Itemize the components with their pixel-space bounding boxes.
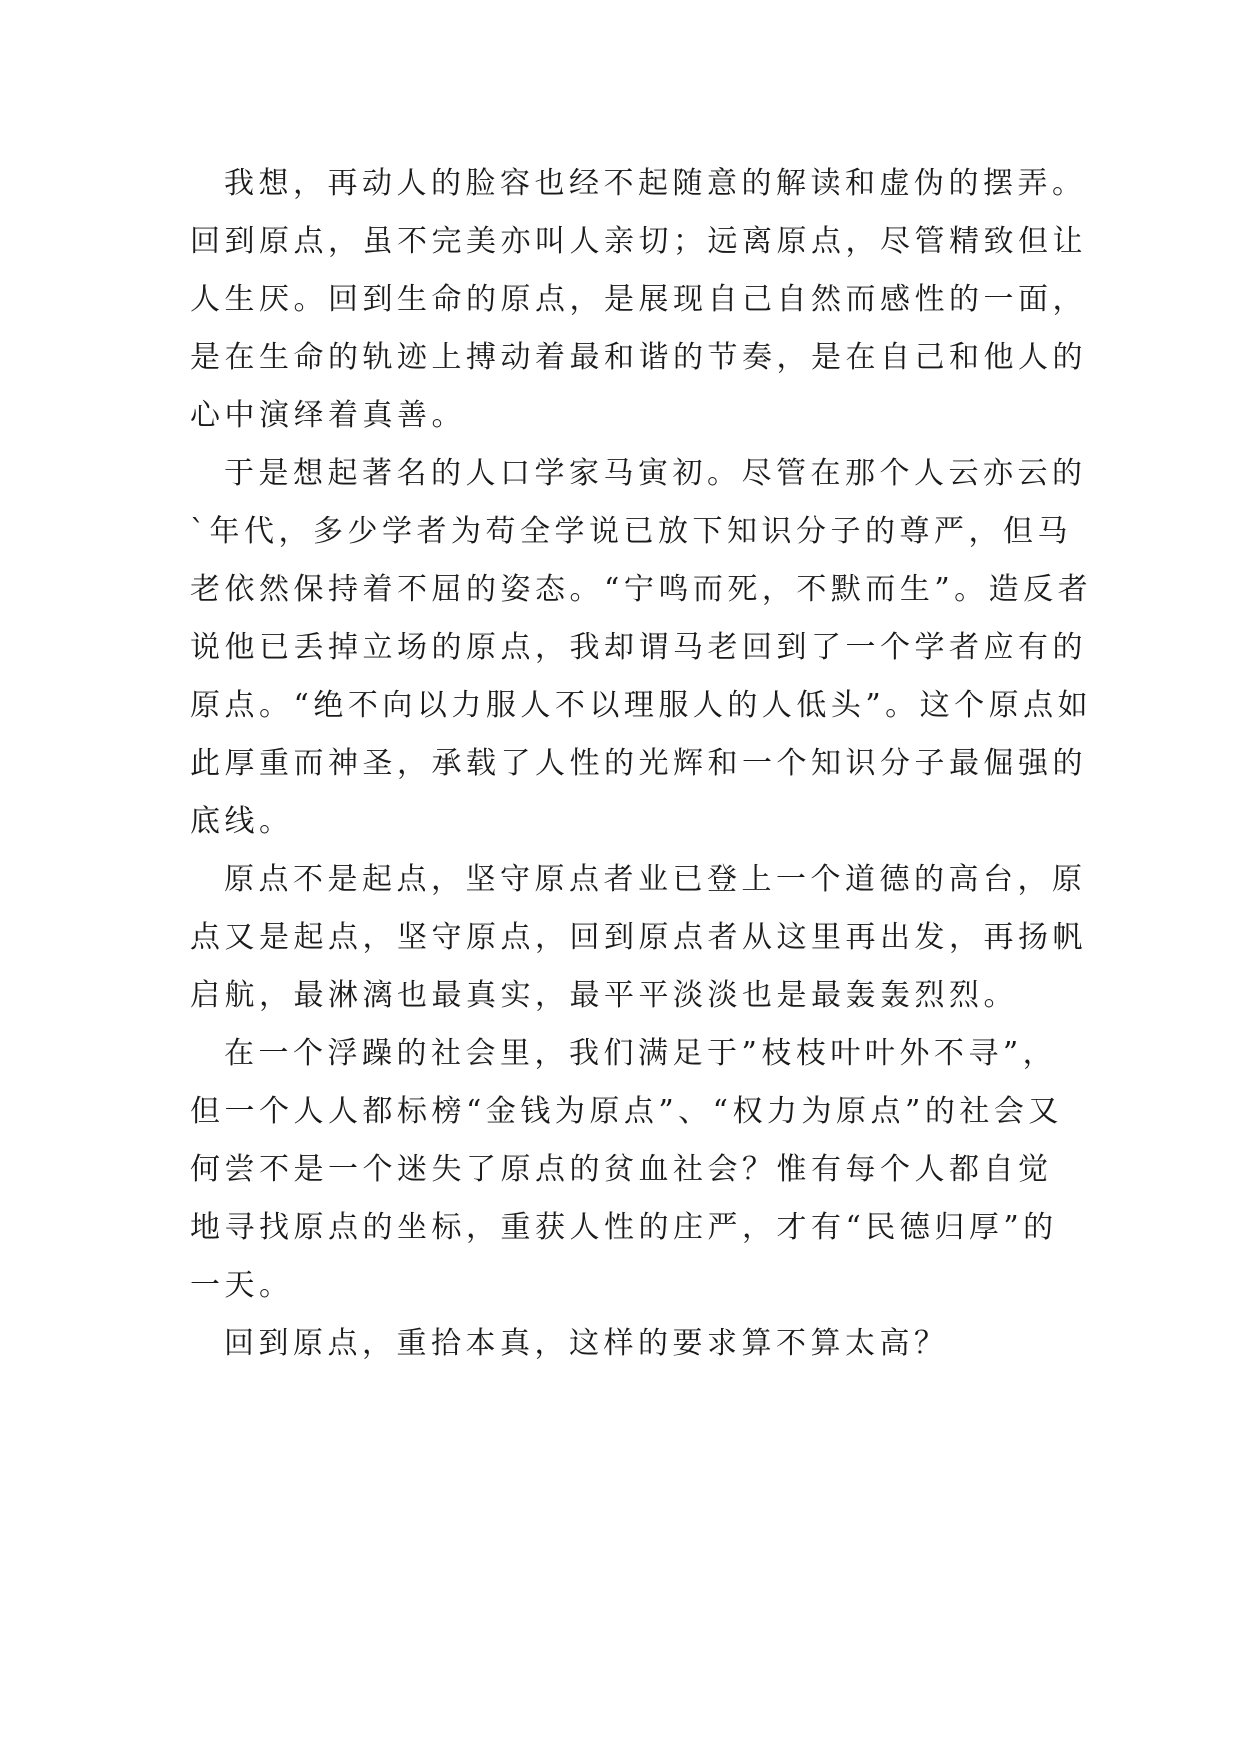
paragraph-line: 但一个人人都标榜“金钱为原点”、“权力为原点”的社会又 [190,1094,1063,1129]
paragraph-line: 心中演绎着真善。 [190,398,466,433]
paragraph-line: 此厚重而神圣，承载了人性的光辉和一个知识分子最倔强的 [190,746,1087,781]
paragraph-line: 老依然保持着不屈的姿态。“宁鸣而死，不默而生”。造反者 [190,572,1093,607]
paragraph-line: 是在生命的轨迹上搏动着最和谐的节奏，是在自己和他人的 [190,340,1087,375]
paragraph-line: 启航，最淋漓也最真实，最平平淡淡也是最轰轰烈烈。 [190,978,1018,1013]
paragraph-line: 原点不是起点，坚守原点者业已登上一个道德的高台，原 [224,862,1087,897]
paragraph-line: 人生厌。回到生命的原点，是展现自己自然而感性的一面， [190,282,1087,317]
paragraph-3 [190,851,1087,1025]
body-text [190,155,1093,1373]
paragraph-line: 在一个浮躁的社会里，我们满足于”枝枝叶叶外不寻”， [224,1036,1058,1071]
paragraph-line: 底线。 [190,804,294,839]
paragraph-line: 我想，再动人的脸容也经不起随意的解读和虚伪的摆弄。 [224,166,1087,201]
paragraph-line: 何尝不是一个迷失了原点的贫血社会？惟有每个人都自觉 [190,1152,1053,1187]
paragraph-5 [190,1315,1070,1373]
paragraph-2 [190,445,1093,851]
paragraph-line: 地寻找原点的坐标，重获人性的庄严，才有“民德归厚”的 [190,1210,1058,1245]
paragraph-line: 点又是起点，坚守原点，回到原点者从这里再出发，再扬帆 [190,920,1087,955]
paragraph-4 [190,1025,1070,1315]
paragraph-line: 回到原点，重拾本真，这样的要求算不算太高？ [224,1326,949,1361]
paragraph-1 [190,155,1087,445]
paragraph-line: 于是想起著名的人口学家马寅初。尽管在那个人云亦云的 [224,456,1087,491]
paragraph-line: 原点。“绝不向以力服人不以理服人的人低头”。这个原点如 [190,688,1093,723]
paragraph-line: 说他已丢掉立场的原点，我却谓马老回到了一个学者应有的 [190,630,1087,665]
paragraph-line: 回到原点，虽不完美亦叫人亲切；远离原点，尽管精致但让 [190,224,1087,259]
paragraph-line: 一天。 [190,1268,294,1303]
paragraph-line: `年代，多少学者为苟全学说已放下知识分子的尊严，但马 [190,514,1072,549]
